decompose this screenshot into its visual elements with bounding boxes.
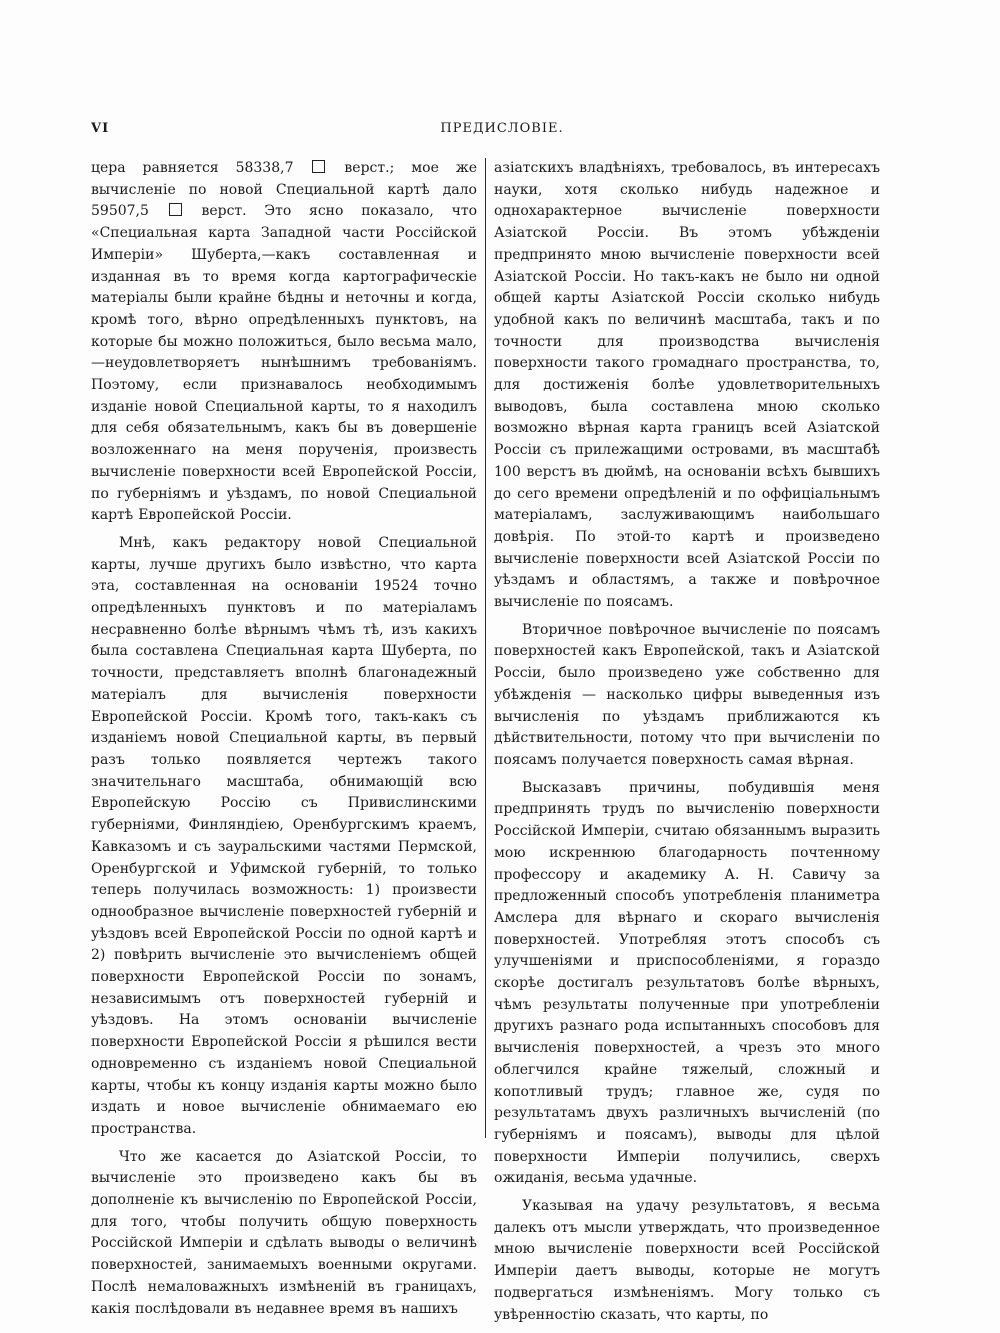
- paragraph: [91, 158, 477, 527]
- square-symbol-icon: [312, 160, 325, 173]
- square-symbol-icon: [169, 203, 182, 216]
- column-divider: [485, 158, 486, 1138]
- paragraph: Указывая на удачу результатовъ, я весьма далекъ отъ мысли утверждать, что произведенное мною вычисленіе поверхности всей Россійской Имперіи даетъ выводы, которые не могутъ подвергаться измѣненіямъ. Могу только съ увѣренностію сказать, что карты, по: [494, 1198, 880, 1323]
- paragraph: азіатскихъ владѣніяхъ, требовалось, въ интересахъ науки, хотя сколько нибудь надежное и однохарактерное вычисленіе поверхности Азіатской Россіи. Въ этомъ убѣжденіи предпринято мною вычисленіе поверхности всей Азіатской Россіи. Но такъ-какъ не было ни одной общей карты Азіатской Россіи сколько нибудь удобной какъ по величинѣ масштаба, такъ и по точности для производства вычисленія поверхности такого громаднаго пространства, то, для достиженія болѣе удовлетворительныхъ выводовъ, была составлена мною сколько возможно вѣрная карта границъ всей Азіатской Россіи съ прилежащими островами, въ масштабѣ 100 верстъ въ дюймѣ, на основаніи всѣхъ бывшихъ до сего времени опредѣленій и по оффиціальнымъ матеріаламъ, заслуживающимъ наибольшаго довѣрія. По этой-то картѣ и произведено вычисленіе поверхности всей Азіатской Россіи по уѣздамъ и областямъ, а также и повѣрочное вычисленіе по поясамъ.: [494, 160, 880, 611]
- paragraph: Что же касается до Азіатской Россіи, то вычисленіе это произведено какъ бы въ дополненіе къ вычисленію по Европейской Россіи, для того, чтобы получить общую поверхность Россійской Имперіи и сдѣлать выводы о величинѣ поверхностей, занимаемыхъ военными округами. Послѣ немаловажныхъ измѣненій въ границахъ, какія послѣдовали въ недавнее время въ нашихъ: [91, 1148, 477, 1317]
- text-run: верст.; мое же вычисленіе по новой Специальной картѣ дало 59507,5: [91, 160, 477, 220]
- text-run: верст. Это ясно показало, что «Специальная карта Западной части Россійской Имперіи» Шуберта,—какъ составленная и изданная въ то время когда картографическіе матеріалы были крайне бѣдны и неточны и когда, кромѣ того, вѣрно опредѣленныхъ пунктовъ, на которые бы можно положиться, было весьма мало,—неудовлетворяетъ нынѣшнимъ требованіямъ. Поэтому, если признавалось необходимымъ изданіе новой Специальной карты, то я находилъ для себя обязательнымъ, какъ бы въ довершеніе возложеннаго на меня порученія, произвесть вычисленіе поверхности всей Европейской Россіи, по губерніямъ и уѣздамъ, по новой Специальной картѣ Европейской Россіи.: [91, 203, 478, 524]
- text-run: цера равняется 58338,7: [91, 160, 294, 176]
- paragraph: Мнѣ, какъ редактору новой Специальной карты, лучше другихъ было извѣстно, что карта эта, составленная на основаніи 19524 точно опредѣленныхъ пунктовъ и по матеріаламъ несравненно болѣе вѣрнымъ чѣмъ тѣ, изъ какихъ была составлена Специальная карта Шуберта, по точности, представляетъ вполнѣ благонадежный матеріалъ для вычисленія поверхности Европейской Россіи. Кромѣ того, такъ-какъ съ изданіемъ новой Специальной карты, въ первый разъ только появляется чертежъ такого значительнаго масштаба, обнимающій всю Европейскую Россію съ Привислинскими губерніями, Финляндіею, Оренбургскимъ краемъ, Кавказомъ и съ зауральскими частями Пермской, Оренбургской и Уфимской губерній, то только теперь получилась возможность: 1) произвести однообразное вычисленіе поверхностей губерній и уѣздовъ всей Европейской Россіи по одной картѣ и 2) повѣрить вычисленіе это вычисленіемъ общей поверхности Европейской Россіи по зонамъ, независимымъ отъ поверхностей губерній и уѣздовъ. На этомъ основаніи вычисленіе поверхности Европейской Россіи я рѣшился вести одновременно съ изданіемъ новой Специальной карты, чтобы къ концу изданія карты можно было издать и новое вычисленіе обнимаемаго ею пространства.: [91, 534, 477, 1137]
- page-title: ПРЕДИСЛОВІЕ.: [440, 121, 564, 136]
- paragraph: Высказавъ причины, побудившія меня предпринять трудъ по вычисленію поверхности Россійской Имперіи, считаю обязаннымъ выразить мою искреннюю благодарность почтенному профессору и академику А. Н. Савичу за предложенный способъ употребленія планиметра Амслера для вѣрнаго и скораго вычисленія поверхностей. Употребляя этотъ способъ съ улучшеніями и приспособленіями, я гораздо скорѣе достигалъ результатовъ болѣе вѣрныхъ, чѣмъ результаты полученные при употребленіи другихъ разнаго рода испытанныхъ способовъ для вычисленія поверхностей, а чрезъ это много облегчился крайне тяжелый, сложный и копотливый трудъ; главное же, судя по результатамъ двухъ различныхъ вычисленій (по губерніямъ и поясамъ), выводы для цѣлой поверхности Имперіи получились, сверхъ ожиданія, весьма удачные.: [494, 779, 880, 1187]
- left-column: [91, 158, 477, 1326]
- right-column: [494, 158, 880, 1332]
- running-head: [91, 121, 873, 145]
- paragraph: Вторичное повѣрочное вычисленіе по поясамъ поверхностей какъ Европейской, такъ и Азіатской Россіи, было произведено уже собственно для убѣжденія — насколько цифры выведенныя изъ вычисленія по уѣздамъ приближаются къ дѣйствительности, потому что при вычисленіи по поясамъ получается поверхность самая вѣрная.: [494, 621, 880, 768]
- page-number: VI: [91, 121, 110, 136]
